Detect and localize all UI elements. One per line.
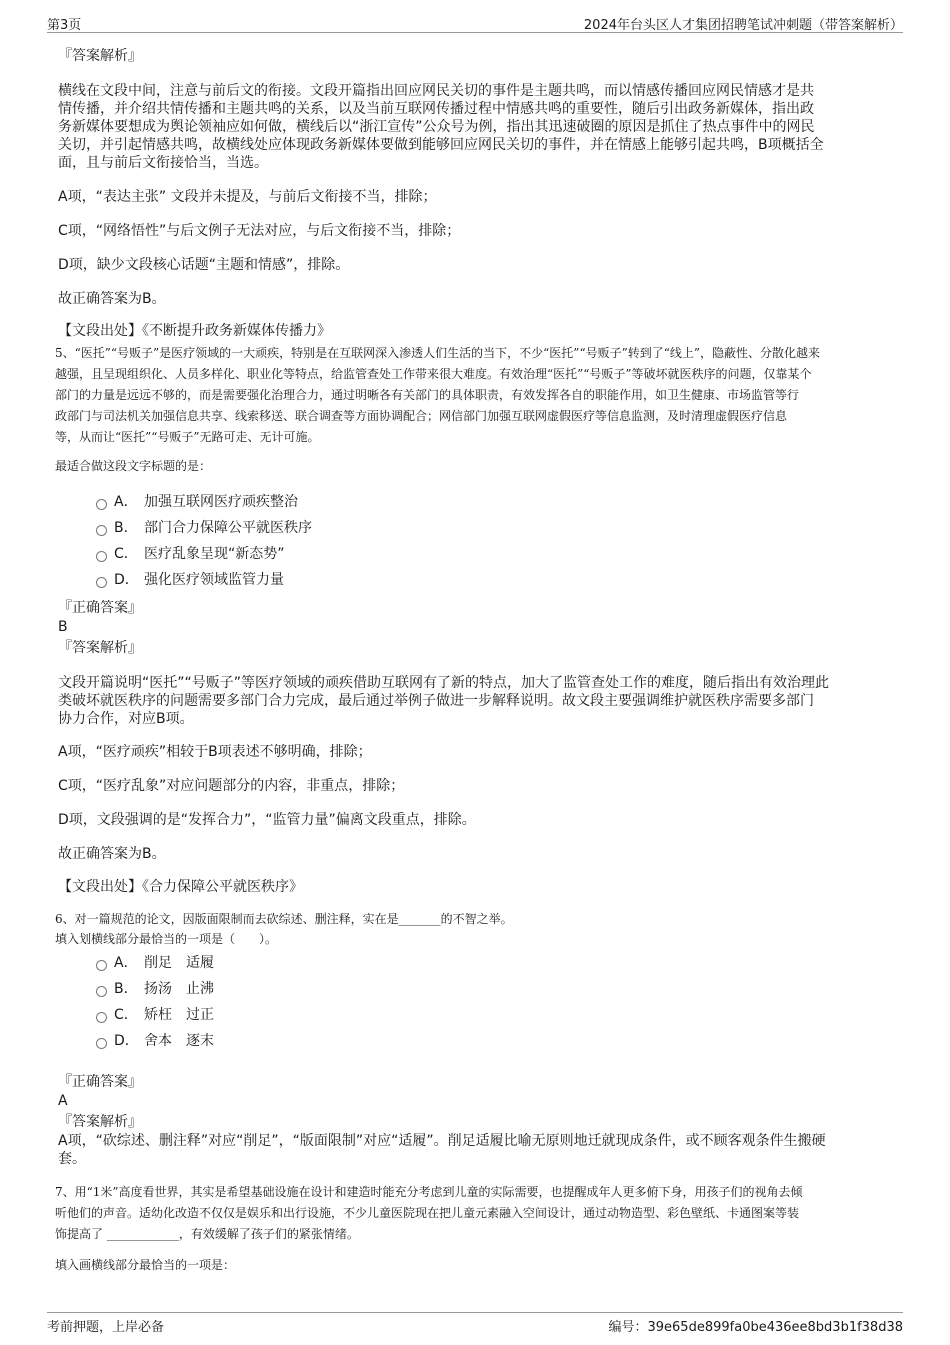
q5-prompt: 最适合做这段文字标题的是： <box>55 459 212 473</box>
radio-icon[interactable] <box>96 499 107 510</box>
q4-analysis-label: 『答案解析』 <box>58 48 142 64</box>
q6-answer-label: 『正确答案』 <box>58 1074 142 1090</box>
q5-option-d[interactable]: D． 强化医疗领域监管力量 <box>96 570 284 590</box>
radio-icon[interactable] <box>96 960 107 971</box>
q4-option-d-note: D项，缺少文段核心话题“主题和情感”，排除。 <box>58 257 350 273</box>
q4-option-c-note: C项，“网络悟性”与后文例子无法对应，与后文衔接不当，排除； <box>58 223 461 239</box>
stem-line: 饰提高了 ____________，有效缓解了孩子们的紧张情绪。 <box>55 1227 359 1241</box>
document-title: 2024年台头区人才集团招聘笔试冲刺题（带答案解析） <box>583 18 903 33</box>
analysis-line: 关切，并引起情感共鸣，故横线处应体现政务新媒体要做到能够回应网民关切的事件，并在情感上能够引起共鸣，B项概括全 <box>58 137 824 153</box>
page-footer <box>47 1312 903 1335</box>
stem-line: 政部门与司法机关加强信息共享、线索移送、联合调查等方面协调配合；网信部门加强互联网虚假医疗等信息监测，及时清理虚假医疗信息 <box>55 409 788 423</box>
stem-line: 等，从而让“医托”“号贩子”无路可走、无计可施。 <box>55 430 320 444</box>
q6-option-c[interactable]: C． 矫枉 过正 <box>96 1005 214 1025</box>
q5-option-c[interactable]: C． 医疗乱象呈现“新态势” <box>96 544 285 564</box>
q4-conclusion: 故正确答案为B。 <box>58 291 166 307</box>
radio-icon[interactable] <box>96 525 107 536</box>
analysis-line: 文段开篇说明“医托”“号贩子”等医疗领域的顽疾借助互联网有了新的特点，加大了监管查处工作的难度，随后指出有效治理此 <box>58 675 830 691</box>
q6-option-a[interactable]: A． 削足 适履 <box>96 953 214 973</box>
footer-slogan: 考前押题，上岸必备 <box>47 1320 165 1335</box>
q5-option-a-note: A项，“医疗顽疾”相较于B项表述不够明确，排除； <box>58 744 372 760</box>
q4-analysis <box>58 82 824 172</box>
q7-stem <box>55 1182 803 1245</box>
q6-analysis-label: 『答案解析』 <box>58 1114 142 1130</box>
q6-answer: A <box>58 1093 68 1109</box>
q6-option-d[interactable]: D． 舍本 逐末 <box>96 1031 214 1051</box>
document-id: 编号：39e65de899fa0be436ee8bd3b1f38d38 <box>608 1320 903 1335</box>
analysis-line: A项，“砍综述、删注释”对应“削足”，“版面限制”对应“适履”。削足适履比喻无原则地迁就现成条件，或不顾客观条件生搬硬 <box>58 1133 826 1149</box>
radio-icon[interactable] <box>96 986 107 997</box>
q4-source: 【文段出处】《不断提升政务新媒体传播力》 <box>58 323 331 339</box>
radio-icon[interactable] <box>96 1038 107 1049</box>
q5-stem <box>55 343 820 448</box>
radio-icon[interactable] <box>96 1012 107 1023</box>
q6-prompt: 填入划横线部分最恰当的一项是（ ）。 <box>55 932 278 946</box>
q5-analysis <box>58 674 829 728</box>
q6-option-b[interactable]: B． 扬汤 止沸 <box>96 979 214 999</box>
page-number: 第3页 <box>47 18 82 33</box>
q5-source: 【文段出处】《合力保障公平就医秩序》 <box>58 879 303 895</box>
stem-line: 越强，且呈现组织化、人员多样化、职业化等特点，给监管查处工作带来很大难度。有效治理“医托”“号贩子”等破坏就医秩序的问题，仅靠某个 <box>55 367 812 381</box>
analysis-line: 情传播，并介绍共情传播和主题共鸣的关系，以及当前互联网传播过程中情感共鸣的重要性，随后引出政务新媒体，指出政 <box>58 101 814 117</box>
q5-option-b[interactable]: B． 部门合力保障公平就医秩序 <box>96 518 312 538</box>
q4-option-a-note: A项，“表达主张” 文段并未提及，与前后文衔接不当，排除； <box>58 189 437 205</box>
q5-answer: B <box>58 619 68 635</box>
analysis-line: 面，且与前后文衔接恰当，当选。 <box>58 155 268 171</box>
analysis-line: 横线在文段中间，注意与前后文的衔接。文段开篇指出回应网民关切的事件是主题共鸣，而以情感传播回应网民情感才是共 <box>58 83 814 99</box>
radio-icon[interactable] <box>96 551 107 562</box>
q5-option-c-note: C项，“医疗乱象”对应问题部分的内容，非重点，排除； <box>58 778 405 794</box>
page-header <box>47 12 903 33</box>
radio-icon[interactable] <box>96 577 107 588</box>
q7-prompt: 填入画横线部分最恰当的一项是： <box>55 1258 236 1272</box>
analysis-line: 套。 <box>58 1151 86 1167</box>
q6-stem: 6、对一篇规范的论文，因版面限制而去砍综述、删注释，实在是_______的不智之举。 <box>55 912 513 926</box>
stem-line: 5、“医托”“号贩子”是医疗领域的一大顽疾，特别是在互联网深入渗透人们生活的当下，不少“医托”“号贩子”转到了“线上”，隐蔽性、分散化越来 <box>55 346 820 360</box>
analysis-line: 类破坏就医秩序的问题需要多部门合力完成，最后通过举例子做进一步解释说明。故文段主要强调维护就医秩序需要多部门 <box>58 693 814 709</box>
q5-answer-label: 『正确答案』 <box>58 600 142 616</box>
q6-analysis <box>58 1132 826 1168</box>
analysis-line: 协力合作，对应B项。 <box>58 711 194 727</box>
q5-analysis-label: 『答案解析』 <box>58 640 142 656</box>
analysis-line: 务新媒体要想成为舆论领袖应如何做，横线后以“浙江宣传”公众号为例，指出其迅速破圈的原因是抓住了热点事件中的网民 <box>58 119 815 135</box>
q5-conclusion: 故正确答案为B。 <box>58 846 166 862</box>
stem-line: 部门的力量是远远不够的，而是需要强化治理合力，通过明晰各有关部门的具体职责，有效发挥各自的职能作用，如卫生健康、市场监管等行 <box>55 388 800 402</box>
stem-line: 听他们的声音。适幼化改造不仅仅是娱乐和出行设施，不少儿童医院现在把儿童元素融入空间设计，通过动物造型、彩色壁纸、卡通图案等装 <box>55 1206 800 1220</box>
stem-line: 7、用“1米”高度看世界，其实是希望基础设施在设计和建造时能充分考虑到儿童的实际需要，也提醒成年人更多俯下身，用孩子们的视角去倾 <box>55 1185 803 1199</box>
q5-option-d-note: D项，文段强调的是“发挥合力”，“监管力量”偏离文段重点，排除。 <box>58 812 476 828</box>
q5-option-a[interactable]: A． 加强互联网医疗顽疾整治 <box>96 492 298 512</box>
